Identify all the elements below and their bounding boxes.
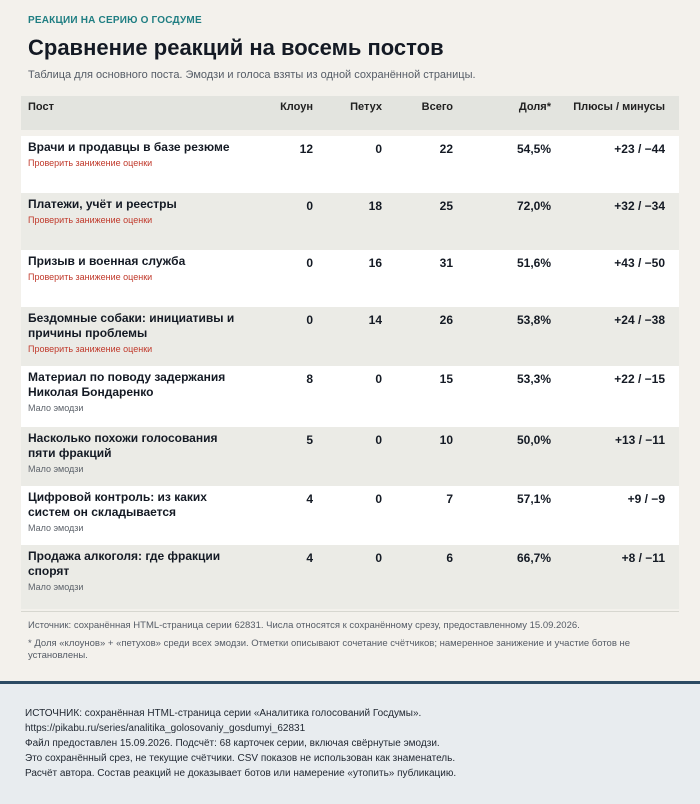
table-row <box>21 193 679 250</box>
total-count: 22 <box>439 142 453 156</box>
post-title: Материал по поводу задержания Николая Бондаренко <box>28 370 226 399</box>
plus-minus-value: +23 / −44 <box>614 142 665 156</box>
share-value: 53,3% <box>516 372 551 386</box>
plus-minus-value: +32 / −34 <box>614 199 665 213</box>
header-post: Пост <box>28 101 54 113</box>
klown-count: 4 <box>306 551 313 565</box>
post-title: Бездомные собаки: инициативы и причины проблемы <box>28 311 235 340</box>
header-vsego: Всего <box>421 101 453 113</box>
post-note: Проверить занижение оценки <box>28 344 153 354</box>
table-row <box>21 366 679 427</box>
petuh-count: 0 <box>375 142 382 156</box>
divider <box>21 611 679 612</box>
table-row <box>21 545 679 609</box>
table-row <box>21 250 679 307</box>
post-note: Мало эмодзи <box>28 523 84 533</box>
petuh-count: 0 <box>375 551 382 565</box>
header-dolya: Доля* <box>518 101 551 113</box>
petuh-count: 16 <box>368 256 382 270</box>
total-count: 6 <box>446 551 453 565</box>
footer-line: Это сохранённый срез, не текущие счётчики. CSV показов не использован как знаменатель. <box>25 753 456 764</box>
share-value: 50,0% <box>516 433 551 447</box>
post-cell <box>28 431 248 475</box>
share-value: 54,5% <box>516 142 551 156</box>
plus-minus-value: +13 / −11 <box>614 433 665 447</box>
petuh-count: 14 <box>368 313 382 327</box>
petuh-count: 18 <box>368 199 382 213</box>
page-title: Сравнение реакций на восемь постов <box>28 35 444 60</box>
post-cell <box>28 140 248 169</box>
share-value: 53,8% <box>516 313 551 327</box>
post-title: Насколько похожи голосования пяти фракций <box>28 431 218 460</box>
klown-count: 0 <box>306 313 313 327</box>
share-value: 66,7% <box>516 551 551 565</box>
klown-count: 12 <box>299 142 313 156</box>
footer-line: Файл предоставлен 15.09.2026. Подсчёт: 68 карточек серии, включая свёрнутые эмодзи. <box>25 738 440 749</box>
total-count: 31 <box>439 256 453 270</box>
plus-minus-value: +9 / −9 <box>627 492 665 506</box>
share-value: 72,0% <box>516 199 551 213</box>
plus-minus-value: +24 / −38 <box>614 313 665 327</box>
footer-line: Расчёт автора. Состав реакций не доказывает ботов или намерение «утопить» публикацию. <box>25 768 457 779</box>
petuh-count: 0 <box>375 492 382 506</box>
footer-panel <box>0 681 700 804</box>
share-value: 51,6% <box>516 256 551 270</box>
post-cell <box>28 549 248 593</box>
reactions-table <box>21 96 679 609</box>
post-title: Платежи, учёт и реестры <box>28 197 177 211</box>
total-count: 10 <box>439 433 453 447</box>
post-title: Врачи и продавцы в базе резюме <box>28 140 230 154</box>
header-plus-minus: Плюсы / минусы <box>573 101 665 113</box>
klown-count: 4 <box>306 492 313 506</box>
footer-url: https://pikabu.ru/series/analitika_golosovaniy_gosdumyi_62831 <box>25 723 306 734</box>
plus-minus-value: +43 / −50 <box>614 256 665 270</box>
source-note: Источник: сохранённая HTML-страница серии 62831. Числа относятся к сохранённому срезу, предоставленному 15.09.2026. <box>28 620 580 631</box>
post-cell <box>28 490 248 534</box>
eyebrow-label: РЕАКЦИИ НА СЕРИЮ О ГОСДУМЕ <box>28 15 202 26</box>
footnote: * Доля «клоунов» + «петухов» среди всех эмодзи. Отметки описывают сочетание счётчиков; намеренное занижение и участие ботов не установлены. <box>28 638 631 661</box>
total-count: 26 <box>439 313 453 327</box>
page-subtitle: Таблица для основного поста. Эмодзи и голоса взяты из одной сохранённой страницы. <box>28 69 476 81</box>
table-row <box>21 427 679 486</box>
klown-count: 8 <box>306 372 313 386</box>
post-title: Продажа алкоголя: где фракции спорят <box>28 549 221 578</box>
petuh-count: 0 <box>375 433 382 447</box>
klown-count: 0 <box>306 199 313 213</box>
post-cell <box>28 370 248 414</box>
post-title: Цифровой контроль: из каких систем он складывается <box>28 490 207 519</box>
header-klown: Клоун <box>280 101 313 113</box>
klown-count: 0 <box>306 256 313 270</box>
footer-text <box>25 706 675 781</box>
share-value: 57,1% <box>516 492 551 506</box>
post-cell <box>28 311 248 355</box>
total-count: 15 <box>439 372 453 386</box>
post-note: Мало эмодзи <box>28 582 84 592</box>
header-petuh: Петух <box>350 101 382 113</box>
table-row <box>21 307 679 366</box>
table-row <box>21 136 679 193</box>
total-count: 7 <box>446 492 453 506</box>
plus-minus-value: +8 / −11 <box>621 551 665 565</box>
table-header <box>21 96 679 130</box>
post-note: Проверить занижение оценки <box>28 215 153 225</box>
post-note: Мало эмодзи <box>28 464 84 474</box>
post-note: Мало эмодзи <box>28 403 84 413</box>
klown-count: 5 <box>306 433 313 447</box>
plus-minus-value: +22 / −15 <box>614 372 665 386</box>
table-row <box>21 486 679 545</box>
post-cell <box>28 197 248 226</box>
post-note: Проверить занижение оценки <box>28 158 153 168</box>
post-title: Призыв и военная служба <box>28 254 186 268</box>
petuh-count: 0 <box>375 372 382 386</box>
post-cell <box>28 254 248 283</box>
post-note: Проверить занижение оценки <box>28 272 153 282</box>
footer-line: ИСТОЧНИК: сохранённая HTML-страница серии «Аналитика голосований Госдумы». <box>25 708 422 719</box>
total-count: 25 <box>439 199 453 213</box>
